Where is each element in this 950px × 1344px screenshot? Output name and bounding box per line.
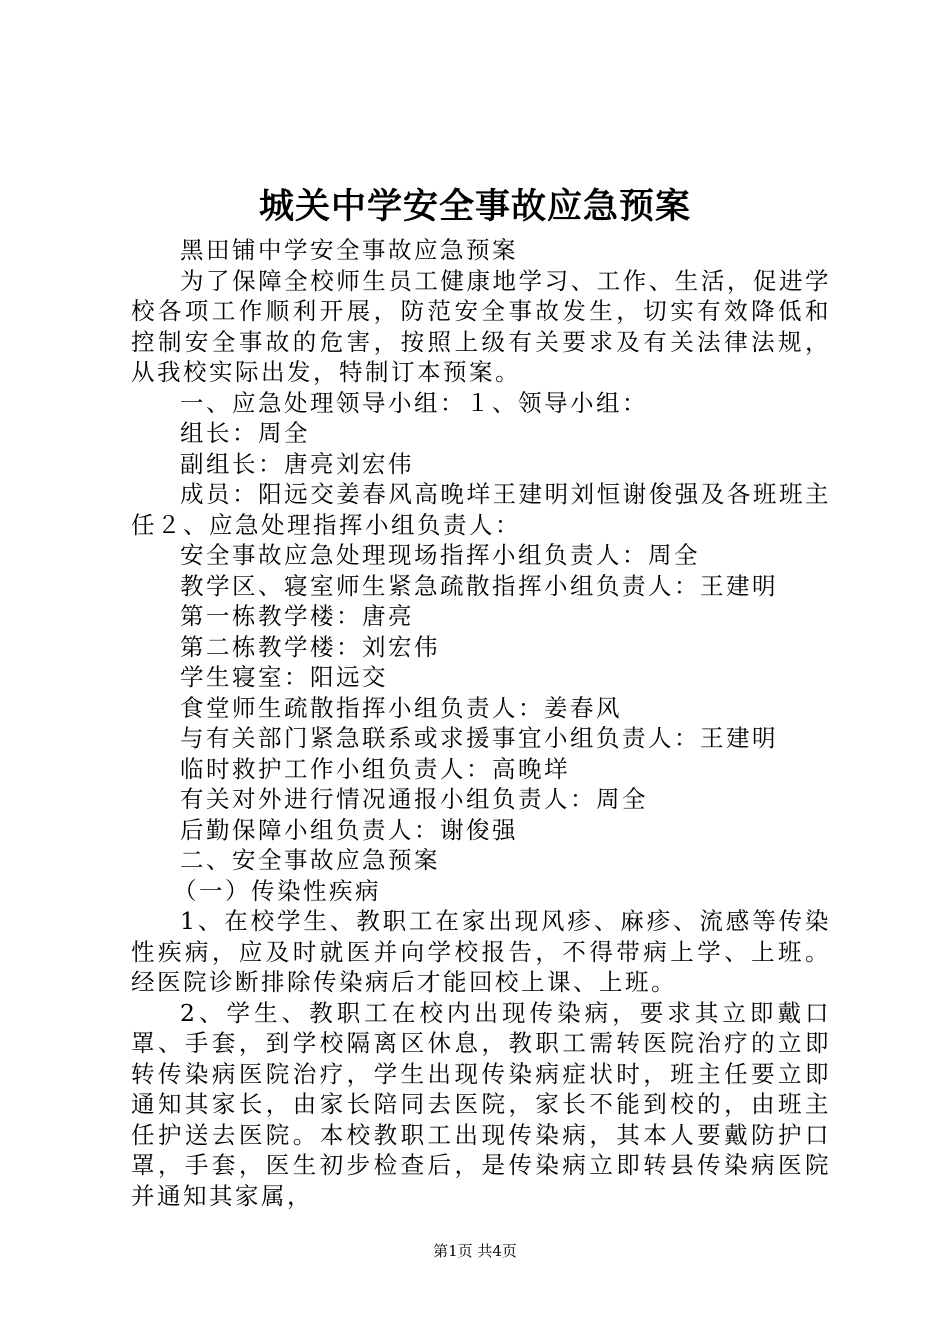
document-body: [131, 235, 831, 1211]
paragraph-item-2: 2、学生、教职工在校内出现传染病，要求其立即戴口罩、手套，到学校隔离区休息，教职工需转医院治疗的立即转传染病医院治疗，学生出现传染病症状时，班主任要立即通知其家长，由家长陪同去医院，家长不能到校的，由班主任护送去医院。本校教职工出现传染病，其本人要戴防护口罩，手套，医生初步检查后，是传染病立即转县传染病医院并通知其家属，: [131, 998, 831, 1210]
paragraph-emergency-contact: 与有关部门紧急联系或求援事宜小组负责人：王建明: [180, 724, 778, 752]
paragraph-canteen: 食堂师生疏散指挥小组负责人：姜春风: [180, 693, 622, 722]
paragraph-building-2: 第二栋教学楼：刘宏伟: [180, 632, 440, 661]
paragraph-section-1: 一、应急处理领导小组：１、领导小组：: [180, 388, 648, 417]
paragraph-item-1: 1、在校学生、教职工在家出现风疹、麻疹、流感等传染性疾病，应及时就医并向学校报告，不得带病上学、上班。经医院诊断排除传染病后才能回校上课、上班。: [131, 907, 831, 996]
paragraph-members: 成员：阳远交姜春风高晚垟王建明刘恒谢俊强及各班班主任２、应急处理指挥小组负责人：: [131, 480, 831, 539]
paragraph-external-report: 有关对外进行情况通报小组负责人：周全: [180, 785, 648, 813]
paragraph-building-1: 第一栋教学楼：唐亮: [180, 602, 414, 630]
paragraph-section-2: 二、安全事故应急预案: [180, 846, 440, 874]
paragraph-leader: 组长：周全: [180, 419, 310, 447]
paragraph-dormitory: 学生寝室：阳远交: [180, 663, 388, 691]
paragraph-deputy-leader: 副组长：唐亮刘宏伟: [180, 449, 414, 478]
paragraph-logistics: 后勤保障小组负责人：谢俊强: [180, 815, 518, 844]
paragraph-subsection-1: （一）传染性疾病: [173, 876, 381, 905]
paragraph-site-command: 安全事故应急处理现场指挥小组负责人：周全: [180, 541, 700, 569]
paragraph-intro: 为了保障全校师生员工健康地学习、工作、生活，促进学校各项工作顺利开展，防范安全事故发生，切实有效降低和控制安全事故的危害，按照上级有关要求及有关法律法规，从我校实际出发，特制订本预案。: [131, 266, 831, 386]
paragraph-evacuation-command: 教学区、寝室师生紧急疏散指挥小组负责人：王建明: [180, 571, 778, 600]
paragraph-subtitle: 黑田铺中学安全事故应急预案: [180, 236, 518, 264]
document-title: 城关中学安全事故应急预案: [258, 187, 691, 227]
paragraph-first-aid: 临时救护工作小组负责人：高晚垟: [180, 754, 570, 783]
page-footer: 第1页 共4页: [433, 1242, 517, 1260]
